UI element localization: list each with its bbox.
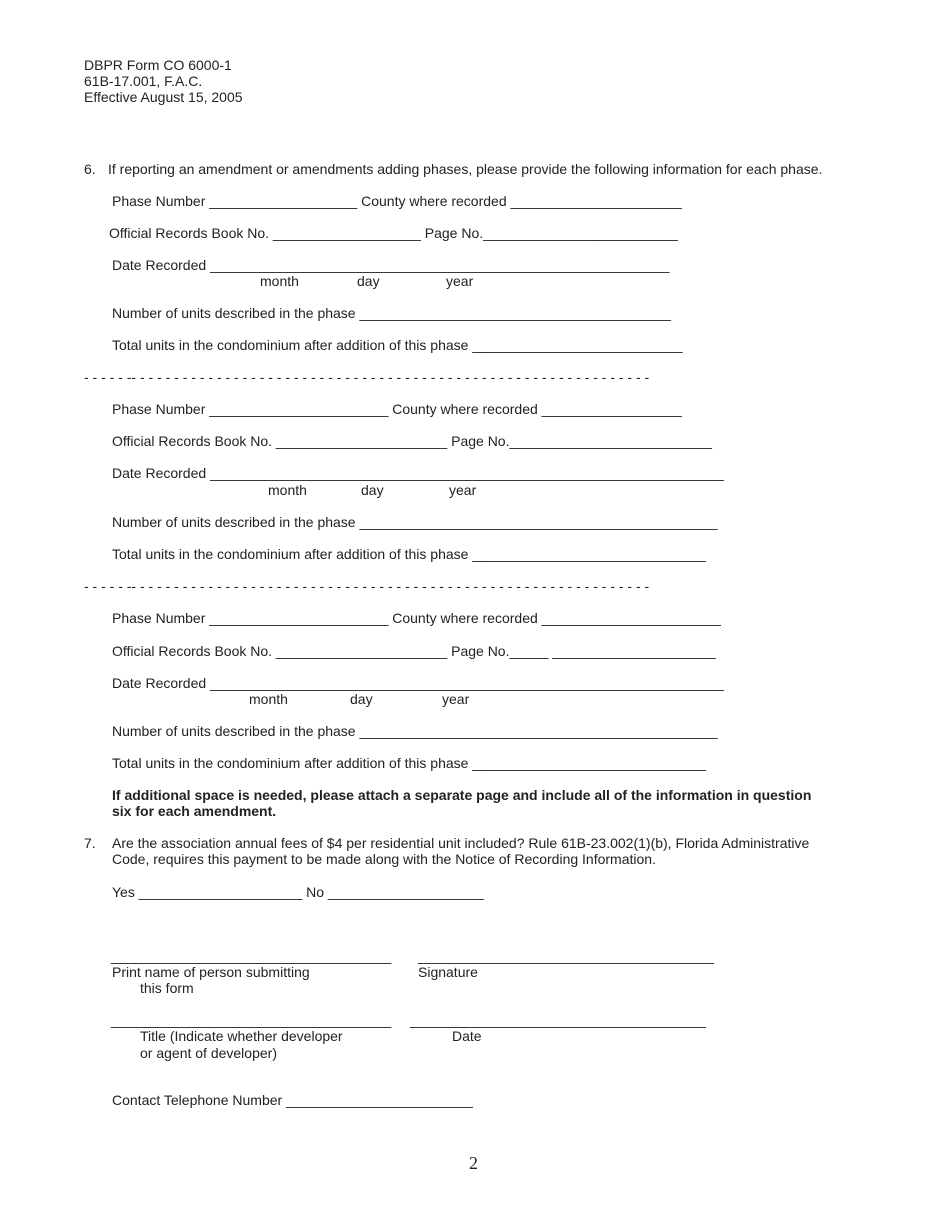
phase3-month-label: month — [249, 691, 288, 707]
date-label: Date — [452, 1028, 482, 1044]
form-id: DBPR Form CO 6000-1 — [84, 57, 232, 73]
page-number: 2 — [469, 1153, 478, 1173]
rule-reference: 61B-17.001, F.A.C. — [84, 73, 203, 89]
print-name-label-cont: this form — [140, 980, 194, 996]
title-line[interactable]: ____________________________________ — [111, 1012, 392, 1028]
phase3-day-label: day — [350, 691, 373, 707]
title-label: Title (Indicate whether developer — [140, 1028, 343, 1044]
q7-text: Are the association annual fees of $4 per residential unit included? Rule 61B-23.002(1)(b), Florida Administrative — [112, 835, 810, 851]
phase2-units-line[interactable]: Number of units described in the phase ______________________________________________ — [112, 514, 718, 530]
phase1-month-label: month — [260, 273, 299, 289]
separator-2: - - - - - -- - - - - - - - - - - - - - - - - - - - - - - - - - - - - - - - - - - - - - - - - - - - - - - - - - - - - - - - - - - - - — [84, 578, 650, 594]
signature-label: Signature — [418, 964, 478, 980]
q6-text: If reporting an amendment or amendments adding phases, please provide the following information for each phase. — [108, 161, 823, 177]
contact-telephone-field[interactable]: Contact Telephone Number ________________________ — [112, 1092, 473, 1108]
print-name-label: Print name of person submitting — [112, 964, 310, 980]
phase2-records-line[interactable]: Official Records Book No. ______________________ Page No.__________________________ — [112, 433, 712, 449]
phase1-phase-number-line[interactable]: Phase Number ___________________ County where recorded ______________________ — [112, 193, 682, 209]
phase3-date-line[interactable]: Date Recorded __________________________________________________________________ — [112, 675, 724, 691]
q6-number: 6. — [84, 161, 96, 177]
print-name-line[interactable]: ____________________________________ — [111, 948, 392, 964]
date-line[interactable]: ______________________________________ — [410, 1012, 706, 1028]
yes-no-fields[interactable]: Yes _____________________ No ____________________ — [112, 884, 484, 900]
phase2-date-line[interactable]: Date Recorded __________________________________________________________________ — [112, 465, 724, 481]
phase2-year-label: year — [449, 482, 477, 498]
phase2-month-label: month — [268, 482, 307, 498]
phase1-records-line[interactable]: Official Records Book No. ___________________ Page No._________________________ — [109, 225, 678, 241]
phase3-total-line[interactable]: Total units in the condominium after addition of this phase ______________________________ — [112, 755, 706, 771]
q7-number: 7. — [84, 835, 96, 851]
additional-space-note: If additional space is needed, please attach a separate page and include all of the information in question — [112, 787, 812, 803]
effective-date: Effective August 15, 2005 — [84, 89, 243, 105]
phase3-units-line[interactable]: Number of units described in the phase ______________________________________________ — [112, 723, 718, 739]
title-label-cont: or agent of developer) — [140, 1045, 277, 1061]
phase1-total-line[interactable]: Total units in the condominium after addition of this phase ___________________________ — [112, 337, 683, 353]
phase1-date-line[interactable]: Date Recorded ___________________________________________________________ — [112, 257, 670, 273]
q7-text-cont: Code, requires this payment to be made along with the Notice of Recording Information. — [112, 851, 656, 867]
phase1-units-line[interactable]: Number of units described in the phase ________________________________________ — [112, 305, 671, 321]
phase3-phase-number-line[interactable]: Phase Number _______________________ County where recorded _______________________ — [112, 610, 721, 626]
phase1-day-label: day — [357, 273, 380, 289]
phase2-day-label: day — [361, 482, 384, 498]
signature-line[interactable]: ______________________________________ — [418, 948, 714, 964]
phase3-year-label: year — [442, 691, 470, 707]
phase3-records-line[interactable]: Official Records Book No. ______________________ Page No._____ _____________________ — [112, 643, 716, 659]
phase1-year-label: year — [446, 273, 474, 289]
phase2-total-line[interactable]: Total units in the condominium after addition of this phase ______________________________ — [112, 546, 706, 562]
additional-space-note-cont: six for each amendment. — [112, 803, 277, 819]
separator-1: - - - - - -- - - - - - - - - - - - - - - - - - - - - - - - - - - - - - - - - - - - - - - - - - - - - - - - - - - - - - - - - - - - - — [84, 369, 650, 385]
phase2-phase-number-line[interactable]: Phase Number _______________________ County where recorded __________________ — [112, 401, 682, 417]
